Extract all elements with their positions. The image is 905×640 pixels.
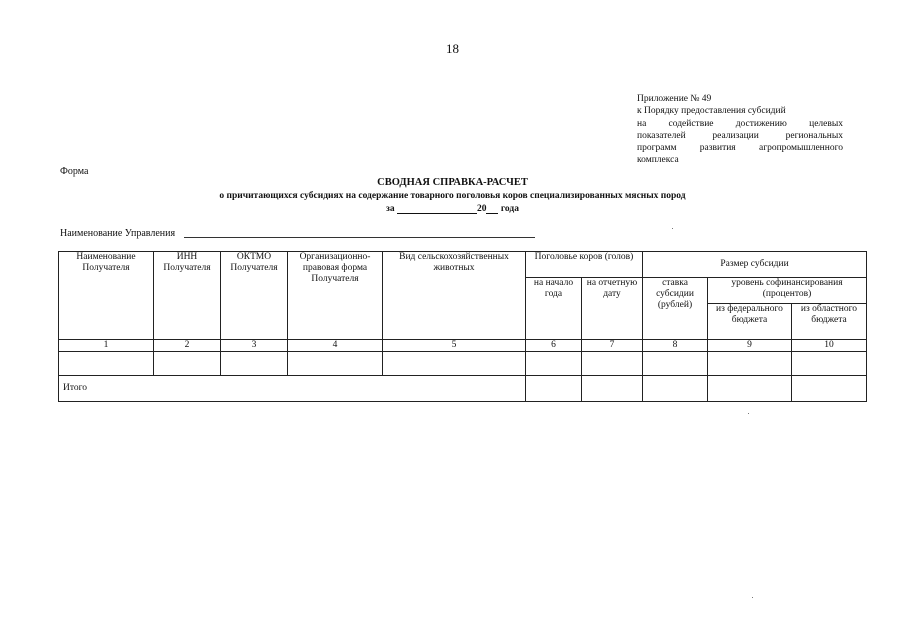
column-number: 8: [643, 340, 708, 352]
year-blank: [486, 204, 498, 214]
total-cell: [643, 376, 708, 402]
appendix-line: показателей реализации региональных: [637, 130, 843, 141]
header-animal-type: Вид сельскохозяйственных животных: [383, 252, 526, 340]
data-cell: [643, 352, 708, 376]
appendix-line: к Порядку предоставления субсидий: [637, 106, 786, 117]
total-row: [59, 376, 867, 402]
data-cell: [526, 352, 582, 376]
data-cell: [708, 352, 792, 376]
document-title: СВОДНАЯ СПРАВКА-РАСЧЕТ: [377, 177, 528, 188]
management-label: Наименование Управления: [60, 228, 176, 239]
header-subsidy-group: Размер субсидии: [643, 252, 867, 278]
header-row: [59, 252, 867, 278]
document-subtitle: о причитающихся субсидиях на содержание товарного поголовья коров специализированных мясных пород: [219, 191, 686, 201]
column-number: 3: [221, 340, 288, 352]
header-federal-budget: из федерального бюджета: [708, 304, 792, 340]
period-line: [0, 204, 905, 214]
form-label: Форма: [60, 166, 89, 177]
scan-speck: [752, 597, 753, 598]
appendix-line: комплекса: [637, 155, 679, 166]
data-cell: [154, 352, 221, 376]
data-cell: [582, 352, 643, 376]
column-number: 2: [154, 340, 221, 352]
data-row: [59, 352, 867, 376]
total-cell: [792, 376, 867, 402]
appendix-reference: [637, 93, 843, 167]
header-cofinancing-group: уровень софинансирования (процентов): [708, 278, 867, 304]
period-suffix: года: [500, 204, 519, 214]
header-regional-budget: из областного бюджета: [792, 304, 867, 340]
period-blank: [397, 204, 477, 214]
scan-speck: [672, 228, 673, 229]
total-cell: [526, 376, 582, 402]
period-year-prefix: 20: [476, 204, 487, 214]
header-subsidy-rate: ставка субсидии (рублей): [643, 278, 708, 340]
period-prefix: за: [386, 204, 395, 214]
appendix-line: программ развития агропромышленного: [637, 143, 843, 154]
total-cell: [582, 376, 643, 402]
page-number: 18: [446, 41, 459, 56]
subsidy-table: [58, 251, 867, 402]
appendix-line: на содействие достижению целевых: [637, 118, 843, 129]
management-blank-line: [184, 237, 535, 238]
column-number: 7: [582, 340, 643, 352]
header-inn: ИНН Получателя: [154, 252, 221, 340]
header-recipient-name: Наименование Получателя: [59, 252, 154, 340]
column-number-row: [59, 340, 867, 352]
appendix-line: Приложение № 49: [637, 94, 712, 104]
column-number: 1: [59, 340, 154, 352]
data-cell: [59, 352, 154, 376]
data-cell: [288, 352, 383, 376]
data-cell: [221, 352, 288, 376]
header-reporting-date: на отчетную дату: [582, 278, 643, 340]
scan-speck: [748, 413, 749, 414]
header-livestock-group: Поголовье коров (голов): [526, 252, 643, 278]
column-number: 6: [526, 340, 582, 352]
data-cell: [383, 352, 526, 376]
column-number: 10: [792, 340, 867, 352]
data-cell: [792, 352, 867, 376]
header-legal-form: Организационно-правовая форма Получателя: [288, 252, 383, 340]
column-number: 4: [288, 340, 383, 352]
column-number: 5: [383, 340, 526, 352]
header-oktmo: ОКТМО Получателя: [221, 252, 288, 340]
header-start-of-year: на начало года: [526, 278, 582, 340]
total-label: Итого: [59, 376, 526, 402]
total-cell: [708, 376, 792, 402]
column-number: 9: [708, 340, 792, 352]
